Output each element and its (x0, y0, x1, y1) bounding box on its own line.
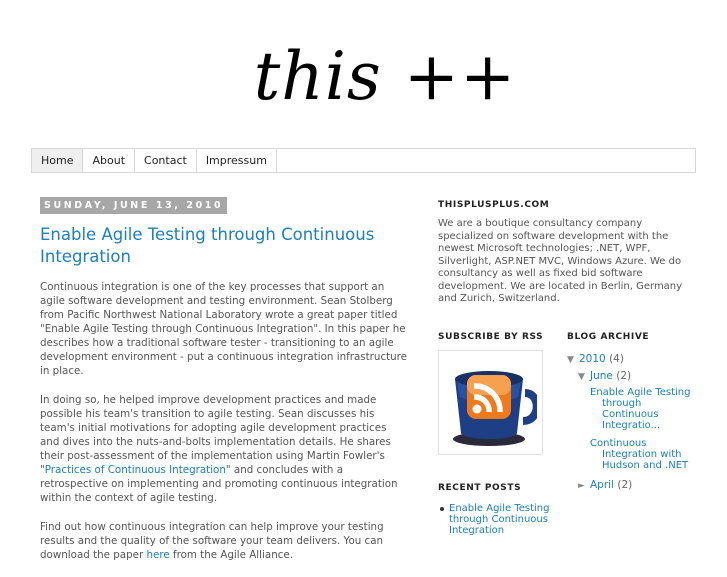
archive-post-list (590, 387, 697, 471)
tab-contact[interactable]: Contact (135, 149, 197, 172)
archive-count: (2) (617, 479, 633, 491)
download-paper-link[interactable]: here (146, 549, 170, 561)
expand-toggle-icon[interactable]: ▼ (578, 372, 585, 382)
list-item (449, 503, 553, 536)
expand-toggle-icon[interactable]: ▼ (567, 355, 574, 365)
post-title-link[interactable]: Enable Agile Testing through Continuous Integration (40, 225, 375, 266)
blog-logo[interactable]: this ++ (253, 38, 517, 115)
archive-month (578, 478, 697, 493)
fowler-practices-link[interactable]: Practices of Continuous Integration (44, 464, 226, 476)
recent-post-link[interactable]: Enable Agile Testing through Continuous Integration (449, 503, 550, 536)
post-paragraph: Continuous integration is one of the key processes that support an agile software development and testing environment. Sean Stolberg from Pacific Northwest National Laboratory wrote a great paper titled "Enable Agile Testing through Continuous Integration". In this paper he describes how a traditional software tester - transitioning to an agile development environment - put a continuous integration infrastructure in place. (40, 281, 408, 377)
post-paragraph (40, 393, 408, 505)
archive-year (567, 352, 697, 367)
tab-about[interactable]: About (83, 149, 135, 172)
about-text: We are a boutique consultancy company specialized on software development with the newest Microsoft technologies; .NET, WPF, Silverlight, ASP.NET MVC, Windows Azure. We do consultancy as well as fixed bid software development. We are located in Berlin, Germany and Zurich, Switzerland. (438, 218, 683, 304)
post-text: Find out how continuous integration can help improve your testing results and the quality of the software your team delivers. You can download the paper (40, 521, 384, 561)
archive-month-link[interactable]: April (590, 479, 614, 491)
post-text: " and concludes with a retrospective on implementing and promoting continuous integration within the context of agile testing. (40, 464, 398, 504)
rss-subscribe-link[interactable] (438, 350, 543, 455)
archive-count: (4) (609, 353, 624, 365)
about-widget (438, 200, 686, 306)
archive-count: (2) (616, 370, 632, 382)
archive-post-link[interactable]: Enable Agile Testing through Continuous Integratio... (590, 387, 691, 431)
blog-archive-widget (567, 332, 697, 493)
archive-year-link[interactable]: 2010 (579, 353, 606, 365)
blog-archive-heading: BLOG ARCHIVE (567, 332, 650, 342)
post-body (40, 280, 408, 577)
tab-home[interactable]: Home (32, 149, 83, 172)
post-date-header: SUNDAY, JUNE 13, 2010 (40, 197, 227, 214)
post-text: from the Agile Alliance. (169, 549, 293, 561)
tab-impressum[interactable]: Impressum (197, 149, 277, 172)
archive-month-link[interactable]: June (590, 370, 613, 382)
recent-posts-widget (438, 483, 553, 536)
rss-widget (438, 332, 548, 455)
post-paragraph (40, 520, 408, 562)
collapse-toggle-icon[interactable]: ► (578, 481, 585, 491)
rss-heading: SUBSCRIBE BY RSS (438, 332, 544, 342)
recent-posts-heading: RECENT POSTS (438, 483, 522, 493)
archive-post-link[interactable]: Continuous Integration with Hudson and .NET (590, 438, 689, 471)
post-text: In doing so, he helped improve development practices and made possible his team's transition to agile testing. Sean discusses his team's initial motivations for adopting agile development practices and dives into the nuts-and-bolts implementation details. He shares their post-assessment of the implementation using Martin Fowler's " (40, 394, 391, 476)
rss-mug-icon (445, 357, 537, 449)
about-heading: THISPLUSPLUS.COM (438, 200, 550, 210)
archive-month (578, 369, 697, 384)
page-tabs (31, 148, 696, 173)
